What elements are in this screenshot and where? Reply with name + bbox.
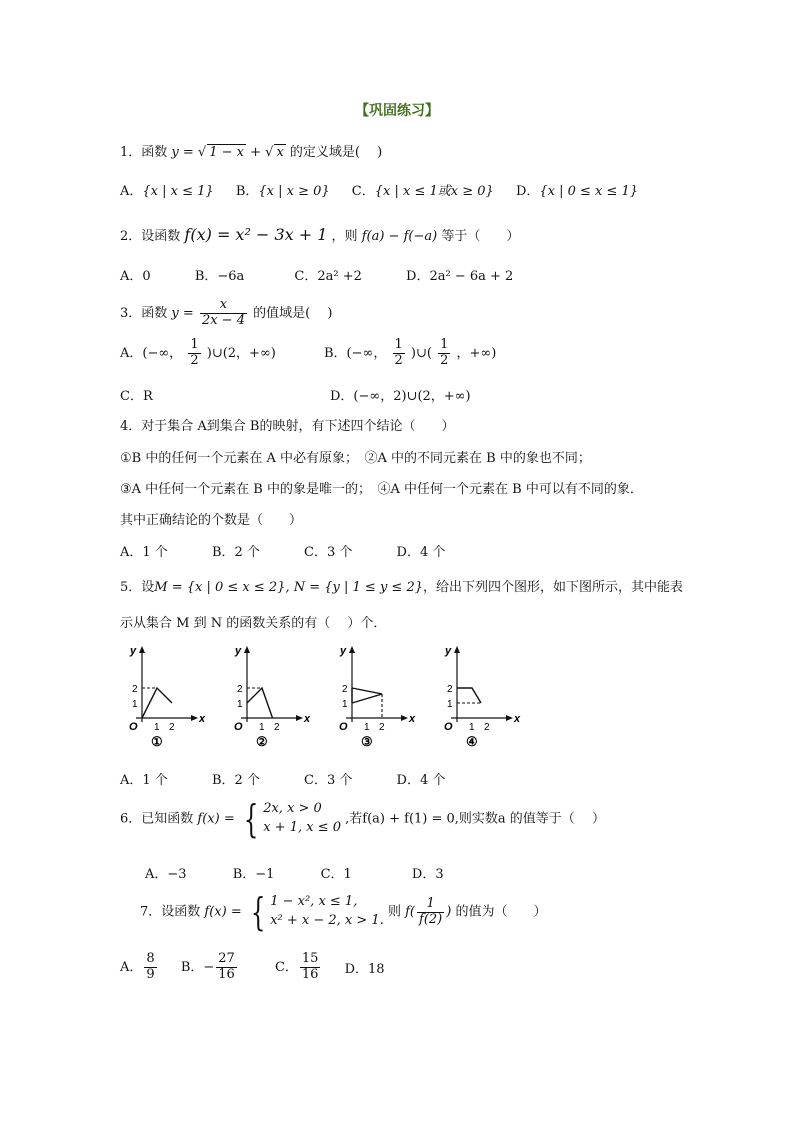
graph-label: ①: [151, 734, 163, 749]
q4-stem: 4．对于集合 A到集合 B的映射，有下述四个结论（ ）: [120, 419, 455, 434]
x-tick-2: 2: [484, 722, 490, 733]
q3-option-c[interactable]: C．R: [120, 389, 153, 404]
graph-line: [352, 688, 382, 703]
y-tick-1: 1: [237, 699, 243, 710]
q6-option-c[interactable]: C．1: [320, 867, 352, 882]
q2-option-b[interactable]: B．−6a: [194, 269, 245, 284]
q1-option-c[interactable]: C．{x | x ≤ 1或x ≥ 0}: [351, 184, 494, 199]
q2-options: [120, 265, 513, 284]
y-axis-label: y: [235, 645, 242, 657]
q1-stem-prefix: 1．函数: [120, 145, 168, 160]
q6-option-b[interactable]: B．−1: [232, 867, 275, 882]
q4-option-b[interactable]: B．2 个: [211, 545, 260, 560]
q1-stem-suffix: 的定义域是( ): [289, 145, 383, 160]
y-tick-2: 2: [447, 684, 453, 695]
q7-piecewise: 1 − x², x ≤ 1, x² + x − 2, x > 1.: [270, 894, 384, 928]
q5-graphs: [110, 640, 530, 752]
x-tick-1: 1: [469, 722, 475, 733]
x-axis-label: x: [199, 713, 206, 725]
origin-label: O: [339, 721, 348, 733]
y-axis-label: y: [130, 645, 137, 657]
x-tick-2: 2: [274, 722, 280, 733]
q4-question: 其中正确结论的个数是（ ）: [120, 513, 303, 528]
x-tick-1: 1: [154, 722, 160, 733]
x-axis-arrow-icon: [401, 715, 408, 721]
q4-statement-1-2: ①B 中的任何一个元素在 A 中必有原象； ②A 中的不同元素在 B 中的象也不同；: [120, 451, 591, 466]
y-tick-1: 1: [132, 699, 138, 710]
x-tick-1: 1: [259, 722, 265, 733]
q2-expression: f(a) − f(−a): [361, 229, 438, 244]
q2-option-a[interactable]: A．0: [120, 269, 151, 284]
graph-label: ③: [361, 734, 373, 749]
graph-line: [247, 688, 273, 718]
q6-option-a[interactable]: A．−3: [145, 867, 187, 882]
q6-options: [145, 863, 444, 882]
q1-option-a[interactable]: A．{x | x ≤ 1}: [120, 184, 214, 199]
q7-options: [120, 952, 385, 983]
q3-option-d[interactable]: D．(−∞，2)∪(2，+∞): [330, 389, 471, 404]
x-axis-label: x: [514, 713, 521, 725]
q1-options: [120, 180, 638, 199]
x-tick-1: 1: [364, 722, 370, 733]
q5-option-c[interactable]: C．3 个: [304, 773, 353, 788]
q5-option-a[interactable]: A．1 个: [120, 773, 168, 788]
q6-piecewise: 2x, x > 0 x + 1, x ≤ 0: [263, 801, 341, 835]
graph-label: ②: [256, 734, 268, 749]
q4-options: [120, 541, 445, 560]
y-tick-2: 2: [342, 684, 348, 695]
graph-line: [457, 688, 481, 703]
x-axis-label: x: [304, 713, 311, 725]
q1-option-b[interactable]: B．{x | x ≥ 0}: [235, 184, 330, 199]
q5-options: [120, 769, 445, 788]
q7-option-b[interactable]: B．− $\frac{27}{16}$: [180, 951, 235, 982]
origin-label: O: [129, 721, 138, 733]
q2-option-d[interactable]: D．2a² − 6a + 2: [406, 269, 514, 284]
origin-label: O: [234, 721, 243, 733]
q5-option-d[interactable]: D．4 个: [396, 773, 446, 788]
q2-function: f(x) = x² − 3x + 1: [184, 225, 328, 244]
q7-stem: 7．设函数 f(x) = { 1 − x², x ≤ 1, x² + x − 2, x > 1. 则 f( $\frac{1}{f(2)}$ ) 的值为（ ）: [140, 890, 547, 934]
q7-option-c[interactable]: C． $\frac{15}{16}$: [274, 951, 319, 982]
x-axis-arrow-icon: [191, 715, 198, 721]
q5-option-b[interactable]: B．2 个: [211, 773, 260, 788]
section-title: 【巩固练习】: [355, 103, 439, 119]
y-axis-arrow-icon: [244, 646, 250, 653]
y-tick-1: 1: [342, 699, 348, 710]
q3-fraction: $\frac{x}{2x - 4}$: [201, 297, 245, 328]
q4-option-c[interactable]: C．3 个: [304, 545, 353, 560]
q3-option-a[interactable]: A．(−∞， $\frac{1}{2}$ )∪(2，+∞): [120, 337, 276, 368]
q1-option-d[interactable]: D．{x | 0 ≤ x ≤ 1}: [515, 184, 639, 199]
origin-label: O: [444, 721, 453, 733]
y-axis-label: y: [445, 645, 452, 657]
q5-stem-line1: 5．设M = {x | 0 ≤ x ≤ 2}, N = {y | 1 ≤ y ≤ 2}，给出下列四个图形，如下图所示，其中能表: [120, 580, 683, 595]
q5-stem-line2: 示从集合 M 到 N 的函数关系的有（ ）个．: [120, 616, 387, 631]
q4-option-d[interactable]: D．4 个: [396, 545, 446, 560]
y-axis-arrow-icon: [454, 646, 460, 653]
graph-line: [142, 688, 172, 718]
q6-stem: 6．已知函数 f(x) = { 2x, x > 0 x + 1, x ≤ 0 ,若f(a) + f(1) = 0,则实数a 的值等于（ ）: [120, 797, 605, 841]
x-axis-arrow-icon: [296, 715, 303, 721]
x-tick-2: 2: [379, 722, 385, 733]
x-axis-label: x: [409, 713, 416, 725]
q3-stem: 3．函数 y = $\frac{x}{2x - 4}$ 的值域是( ): [120, 297, 333, 328]
q1-formula: y = √ 1 − x + √ x: [171, 145, 284, 160]
q4-option-a[interactable]: A．1 个: [120, 545, 168, 560]
q7-option-a[interactable]: A． $\frac{8}{9}$: [120, 951, 155, 982]
q2-option-c[interactable]: C．2a² +2: [294, 269, 362, 284]
graph-label: ④: [466, 734, 478, 749]
y-tick-2: 2: [132, 684, 138, 695]
q1-stem: [120, 141, 382, 160]
q6-option-d[interactable]: D．3: [411, 867, 444, 882]
x-tick-2: 2: [169, 722, 175, 733]
y-tick-2: 2: [237, 684, 243, 695]
y-axis-label: y: [340, 645, 347, 657]
y-axis-arrow-icon: [139, 646, 145, 653]
q4-statement-3-4: ③A 中任何一个元素在 B 中的象是唯一的； ④A 中任何一个元素在 B 中可以有不同的象．: [120, 482, 643, 497]
q3-option-b[interactable]: B．(−∞， $\frac{1}{2}$ )∪( $\frac{1}{2}$ ，+∞): [324, 337, 497, 368]
x-axis-arrow-icon: [506, 715, 513, 721]
y-axis-arrow-icon: [349, 646, 355, 653]
q2-stem: 2．设函数 f(x) = x² − 3x + 1 ，则 f(a) − f(−a) 等于（ ）: [120, 225, 520, 244]
y-tick-1: 1: [447, 699, 453, 710]
q7-option-d[interactable]: D．18: [344, 961, 385, 977]
